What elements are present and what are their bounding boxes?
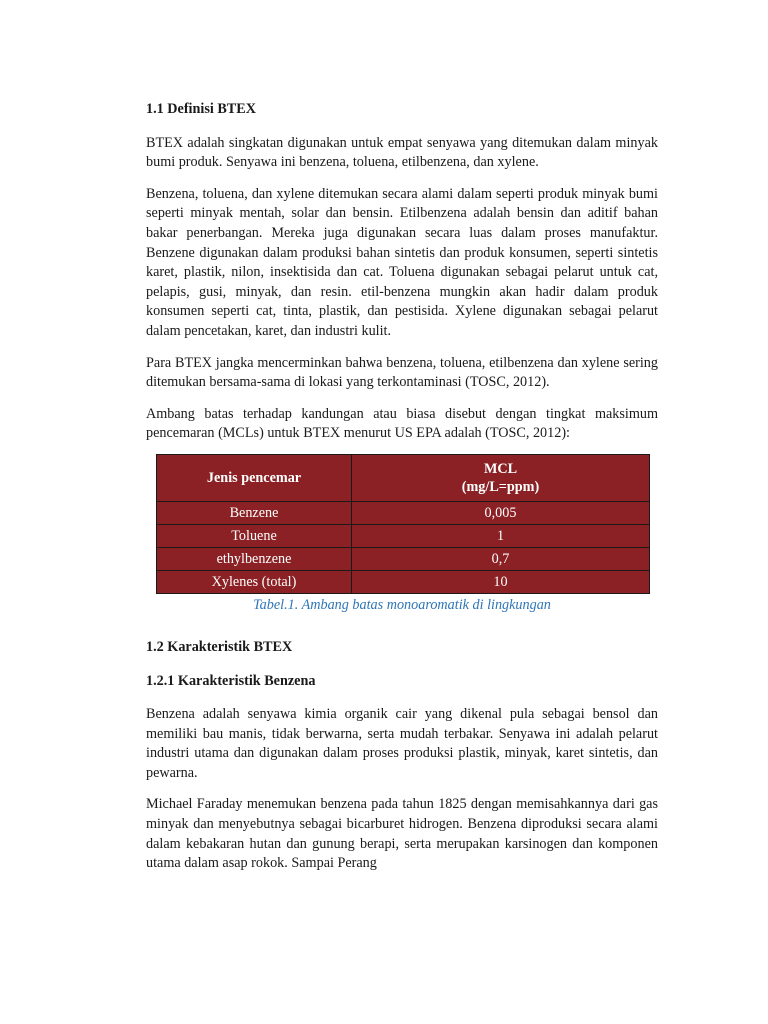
table-cell-mcl-value: 0,7 xyxy=(352,547,650,570)
section-heading-karakteristik-benzena: 1.2.1 Karakteristik Benzena xyxy=(146,672,316,689)
table-cell-pollutant: Toluene xyxy=(157,524,352,547)
paragraph-btex-term: Para BTEX jangka mencerminkan bahwa benzena, toluena, etilbenzena dan xylene sering ditemukan bersama-sama di lokasi yang terkontaminasi (TOSC, 2012). xyxy=(146,354,658,391)
header-mcl xyxy=(352,454,650,501)
document-page xyxy=(146,100,658,886)
table-caption: Tabel.1. Ambang batas monoaromatik di lingkungan xyxy=(253,596,551,613)
paragraph-btex-sources: Benzena, toluena, dan xylene ditemukan secara alami dalam seperti produk minyak bumi seperti minyak mentah, solar dan bensin. Etilbenzena adalah bensin dan aditif bahan bakar penerbangan. Mereka juga digunakan secara luas dalam proses manufaktur. Benzene digunakan dalam produksi bahan sintetis dan produk konsumen, seperti sintetis karet, plastik, nilon, insektisida dan cat. Toluena digunakan sebagai pelarut untuk cat, pelapis, gusi, minyak, dan resin. etil-benzena mungkin akan hadir dalam produk konsumen seperti cat, tinta, plastik, dan pestisida. Xylene digunakan sebagai pelarut dalam pencetakan, karet, dan industri kulit. xyxy=(146,185,658,339)
section-heading-definisi-btex: 1.1 Definisi BTEX xyxy=(146,101,256,117)
paragraph-benzena-history: Michael Faraday menemukan benzena pada tahun 1825 dengan memisahkannya dari gas minyak dan menyebutnya sebagai bicarburet hidrogen. Benzena diproduksi secara alami dalam kebakaran hutan dan gunung berapi, serta merupakan karsinogen dan komponen utama dalam asap rokok. Sampai Perang xyxy=(146,796,658,872)
paragraph-btex-definition: BTEX adalah singkatan digunakan untuk empat senyawa yang ditemukan dalam minyak bumi produk. Senyawa ini benzena, toluena, etilbenzena, dan xylene. xyxy=(146,134,658,171)
table-cell-pollutant: Xylenes (total) xyxy=(157,570,352,593)
table-row xyxy=(157,501,650,524)
spacer xyxy=(146,614,658,638)
section-heading-karakteristik-btex: 1.2 Karakteristik BTEX xyxy=(146,638,293,655)
table-cell-mcl-value: 10 xyxy=(352,570,650,593)
table-cell-mcl-value: 0,005 xyxy=(352,501,650,524)
table-cell-mcl-value: 1 xyxy=(352,524,650,547)
header-mcl-label: MCL xyxy=(483,460,518,477)
table-row xyxy=(157,524,650,547)
paragraph-mcl-intro: Ambang batas terhadap kandungan atau biasa disebut dengan tingkat maksimum pencemaran (MCLs) untuk BTEX menurut US EPA adalah (TOSC, 2012): xyxy=(146,405,658,442)
table-row xyxy=(157,570,650,593)
paragraph-benzena-description: Benzena adalah senyawa kimia organik cair yang dikenal pula sebagai bensol dan memiliki bau manis, tidak berwarna, serta mudah terbakar. Senyawa ini adalah pelarut industri utama dan digunakan dalam proses produksi plastik, minyak, karet sintetis, dan pewarna. xyxy=(146,706,658,781)
table-cell-pollutant: Benzene xyxy=(157,501,352,524)
header-pollutant-type: Jenis pencemar xyxy=(157,454,352,501)
mcl-table xyxy=(156,454,650,594)
table-row xyxy=(157,547,650,570)
table-header-row xyxy=(157,454,650,501)
table-cell-pollutant: ethylbenzene xyxy=(157,547,352,570)
header-mcl-unit: (mg/L=ppm) xyxy=(461,478,540,495)
